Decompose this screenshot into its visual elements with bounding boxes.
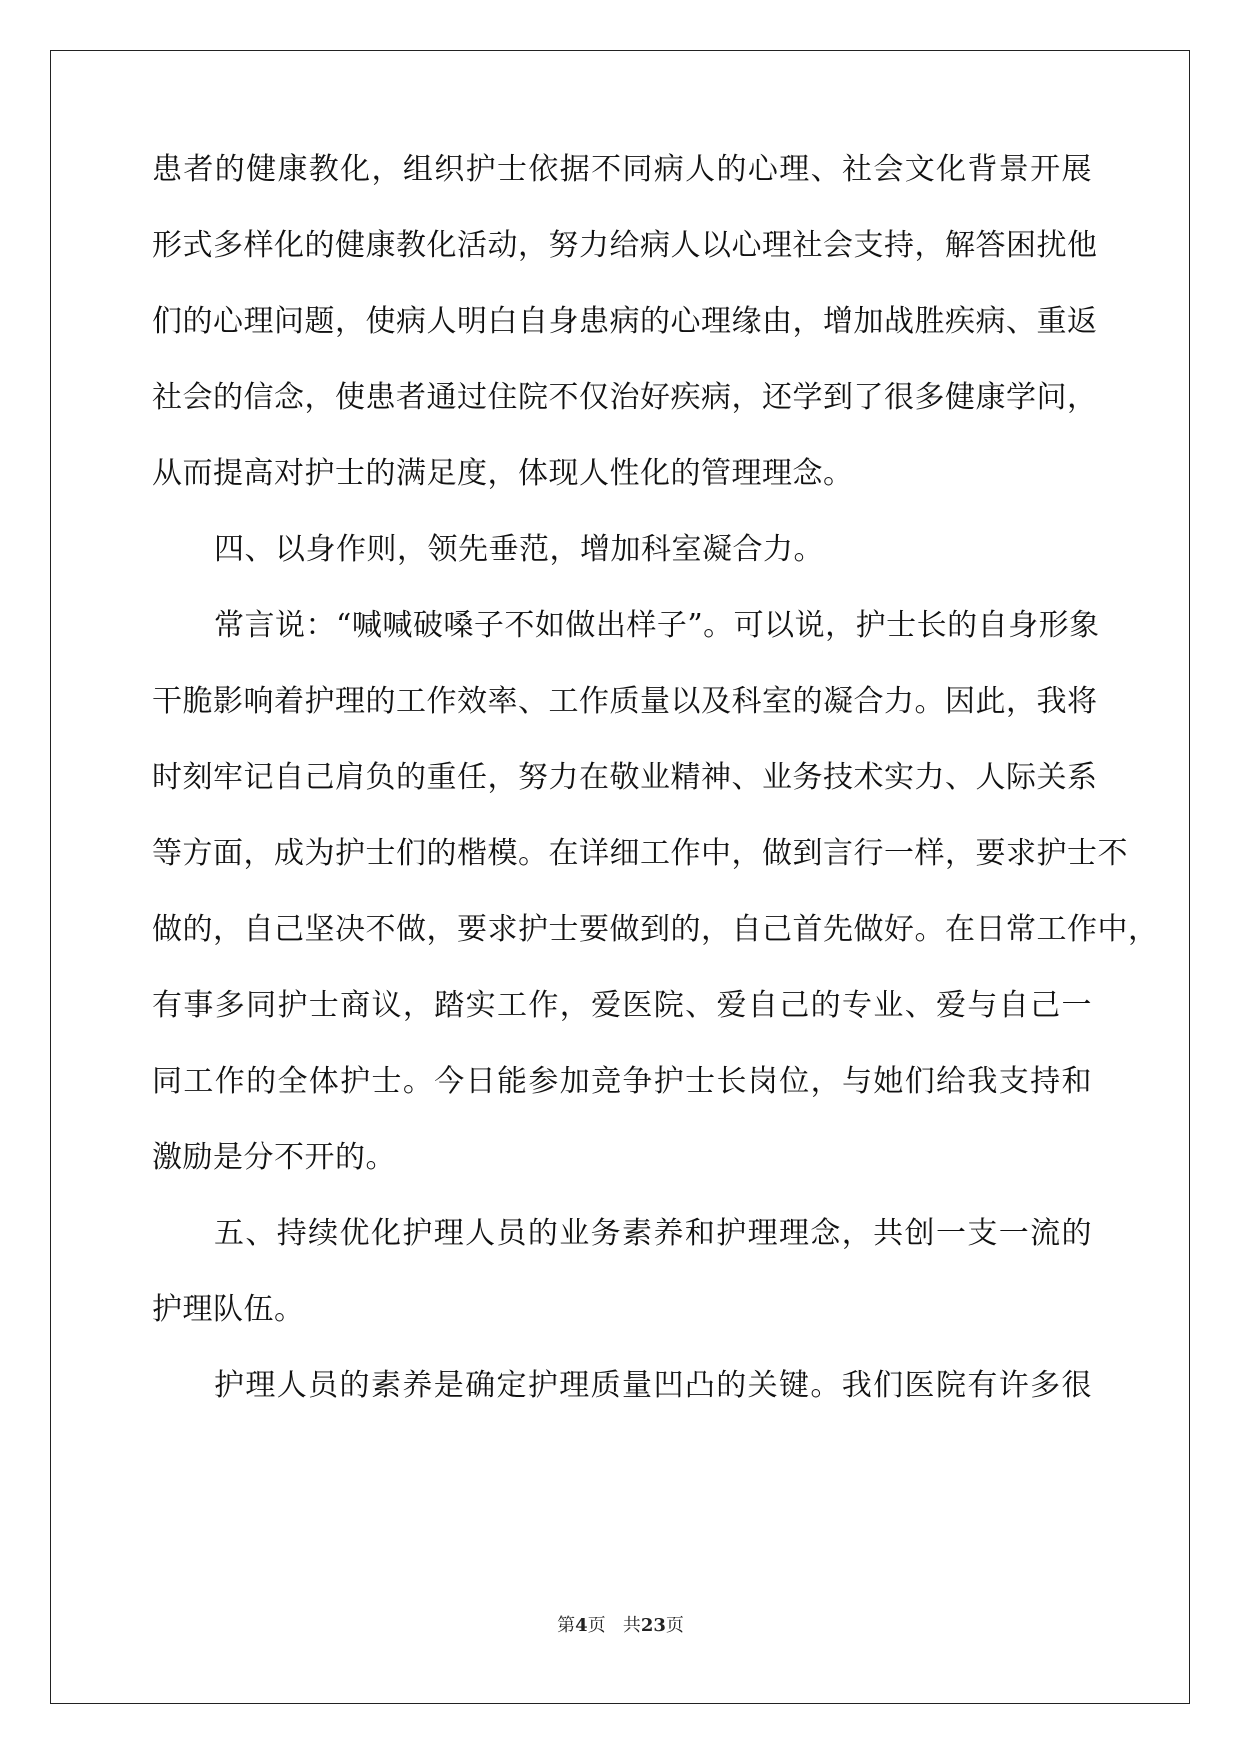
section-heading: 护理队伍。	[152, 1292, 305, 1327]
page-number: 4	[575, 1615, 588, 1636]
text-line: 激励是分不开的。	[152, 1140, 396, 1175]
page-prefix: 第	[557, 1615, 576, 1636]
text-line: 干脆影响着护理的工作效率、工作质量以及科室的凝合力。因此，我将	[152, 684, 1098, 719]
total-pages: 23	[640, 1615, 666, 1636]
text-line: 时刻牢记自己肩负的重任，努力在敬业精神、业务技术实力、人际关系	[152, 760, 1098, 795]
text-line: 从而提高对护士的满足度，体现人性化的管理理念。	[152, 456, 854, 491]
text-line: 社会的信念，使患者通过住院不仅治好疾病，还学到了很多健康学问，	[152, 380, 1098, 415]
page-border	[50, 50, 1190, 1704]
text-line: 形式多样化的健康教化活动，努力给病人以心理社会支持，解答困扰他	[152, 228, 1098, 263]
page-footer	[0, 1614, 1241, 1638]
text-line: 护理人员的素养是确定护理质量凹凸的关键。我们医院有许多很	[214, 1368, 1092, 1403]
text-line: 常言说：“喊喊破嗓子不如做出样子”。可以说，护士长的自身形象	[214, 608, 1100, 643]
section-heading: 四、以身作则，领先垂范，增加科室凝合力。	[214, 532, 824, 567]
text-line: 做的，自己坚决不做，要求护士要做到的，自己首先做好。在日常工作中，	[152, 912, 1159, 947]
text-line: 等方面，成为护士们的楷模。在详细工作中，做到言行一样，要求护士不	[152, 836, 1128, 871]
page-suffix: 页	[587, 1615, 606, 1636]
text-line: 有事多同护士商议，踏实工作，爱医院、爱自己的专业、爱与自己一	[152, 988, 1092, 1023]
total-suffix: 页	[665, 1615, 684, 1636]
section-heading: 五、持续优化护理人员的业务素养和护理理念，共创一支一流的	[214, 1216, 1092, 1251]
text-line: 患者的健康教化，组织护士依据不同病人的心理、社会文化背景开展	[152, 152, 1092, 187]
total-prefix: 共	[622, 1615, 641, 1636]
text-line: 们的心理问题，使病人明白自身患病的心理缘由，增加战胜疾病、重返	[152, 304, 1098, 339]
text-line: 同工作的全体护士。今日能参加竞争护士长岗位，与她们给我支持和	[152, 1064, 1092, 1099]
